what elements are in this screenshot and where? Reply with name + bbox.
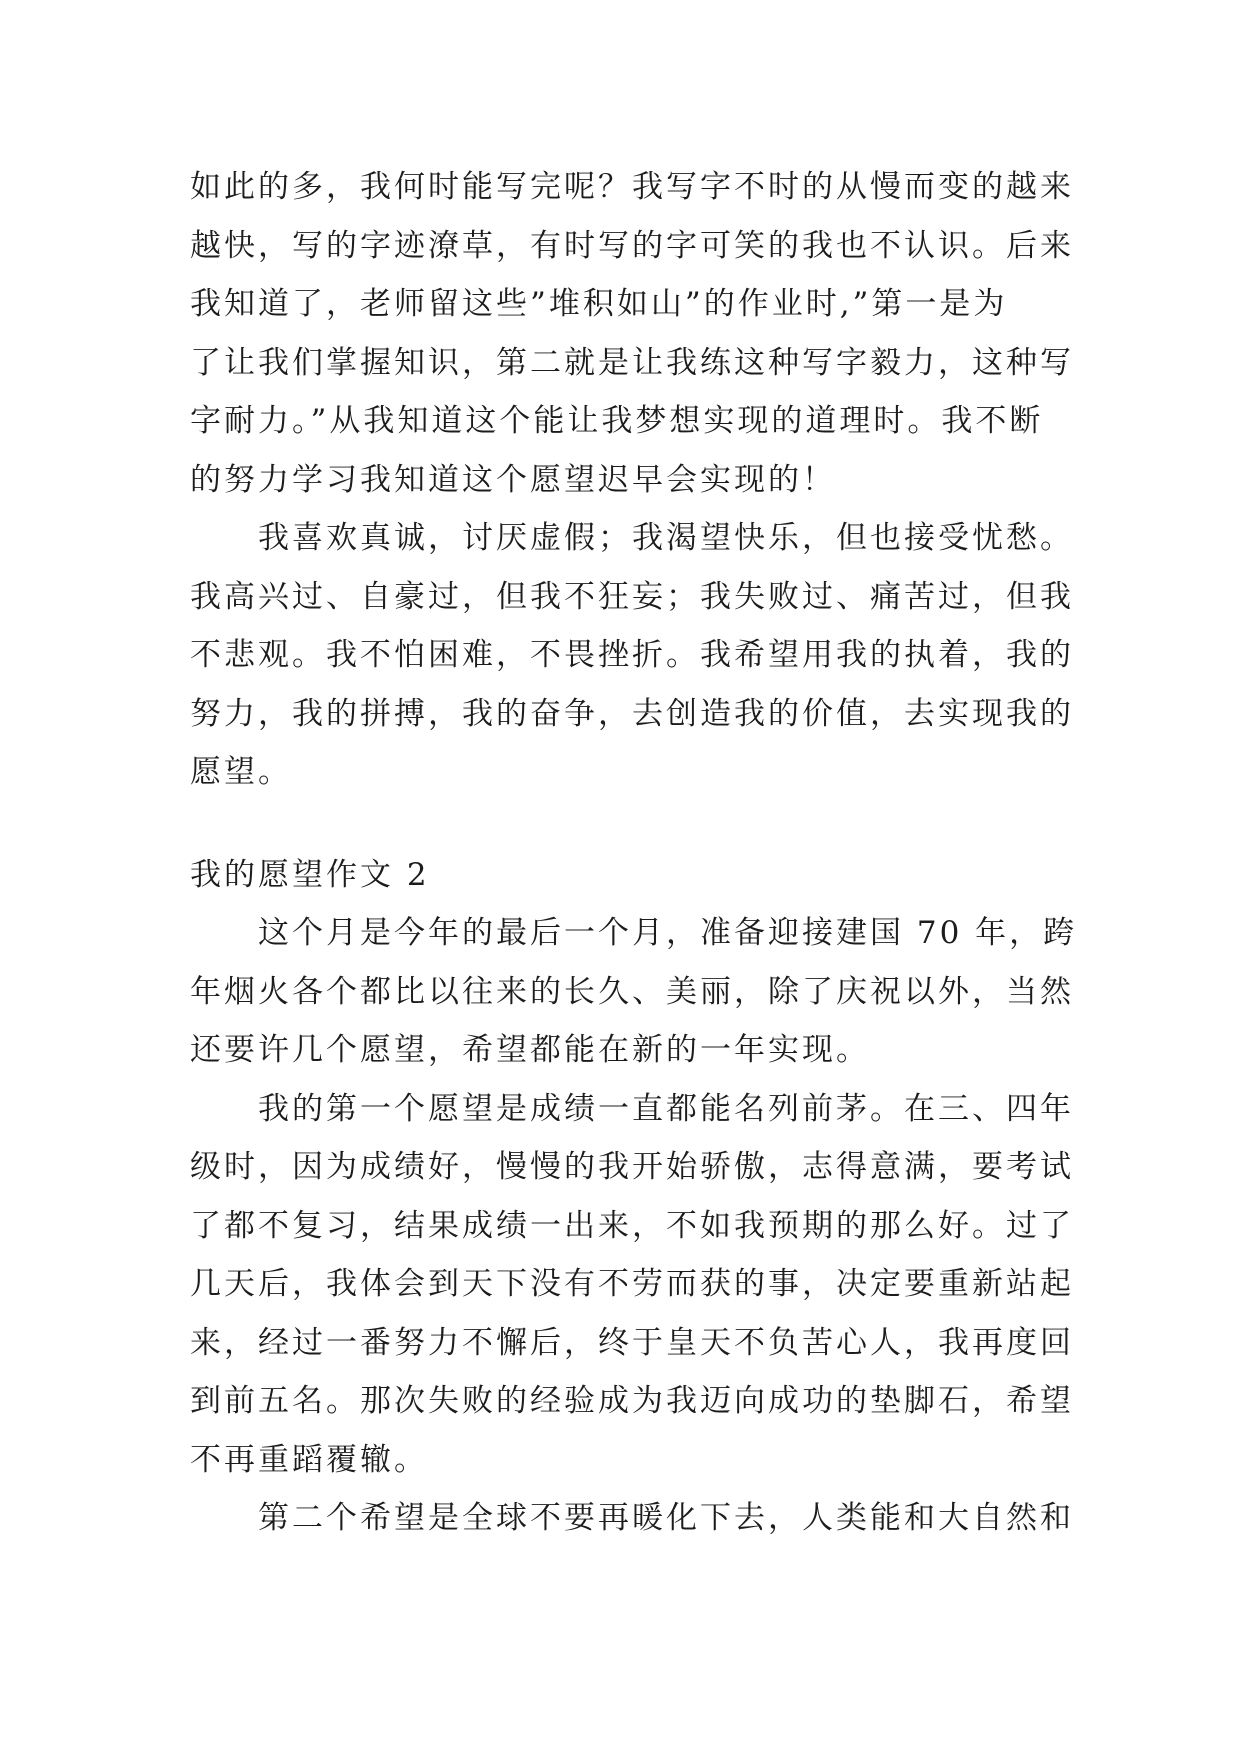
text-line: 几天后，我体会到天下没有不劳而获的事，决定要重新站起 [190,1266,1074,1302]
text-line: 第二个希望是全球不要再暖化下去，人类能和大自然和 [258,1500,1074,1536]
paragraph [190,904,1078,1080]
text-line: 级时，因为成绩好，慢慢的我开始骄傲，志得意满，要考试 [190,1149,1074,1185]
text-line: 我高兴过、自豪过，但我不狂妄；我失败过、痛苦过，但我 [190,578,1074,615]
text-line: 我知道了，老师留这些”堆积如山”的作业时,”第一是为 [190,286,1008,322]
text-line: 不悲观。我不怕困难，不畏挫折。我希望用我的执着，我的 [190,637,1074,673]
document-body [190,158,1078,1548]
text-line: 我喜欢真诚，讨厌虚假；我渴望快乐，但也接受忧愁。 [258,520,1074,556]
section-heading: 我的愿望作文 2 [190,856,430,893]
text-line: 了让我们掌握知识，第二就是让我练这种写字毅力，这种写 [190,344,1074,381]
text-line: 还要许几个愿望，希望都能在新的一年实现。 [190,1032,870,1068]
paragraph [190,1080,1074,1490]
paragraph [190,509,1074,802]
paragraph [190,1489,1074,1548]
text-line: 这个月是今年的最后一个月，准备迎接建国 70 年，跨 [258,915,1078,951]
text-line: 到前五名。那次失败的经验成为我迈向成功的垫脚石，希望 [190,1383,1074,1419]
text-line: 越快，写的字迹潦草，有时写的字可笑的我也不认识。后来 [190,227,1074,264]
text-line: 不再重蹈覆辙。 [190,1441,428,1478]
text-line: 年烟火各个都比以往来的长久、美丽，除了庆祝以外，当然 [190,973,1074,1010]
section-spacer [190,802,1070,846]
text-line: 愿望。 [190,754,292,790]
text-line: 字耐力。”从我知道这个能让我梦想实现的道理时。我不断 [190,403,1044,439]
paragraph [190,158,1074,509]
text-line: 努力，我的拼搏，我的奋争，去创造我的价值，去实现我的 [190,695,1074,732]
text-line: 的努力学习我知道这个愿望迟早会实现的！ [190,461,836,498]
text-line: 如此的多，我何时能写完呢？我写字不时的从慢而变的越来 [190,169,1074,205]
text-line: 了都不复习，结果成绩一出来，不如我预期的那么好。过了 [190,1207,1074,1244]
text-line: 我的第一个愿望是成绩一直都能名列前茅。在三、四年 [258,1090,1074,1127]
text-line: 来，经过一番努力不懈后，终于皇天不负苦心人，我再度回 [190,1324,1074,1361]
